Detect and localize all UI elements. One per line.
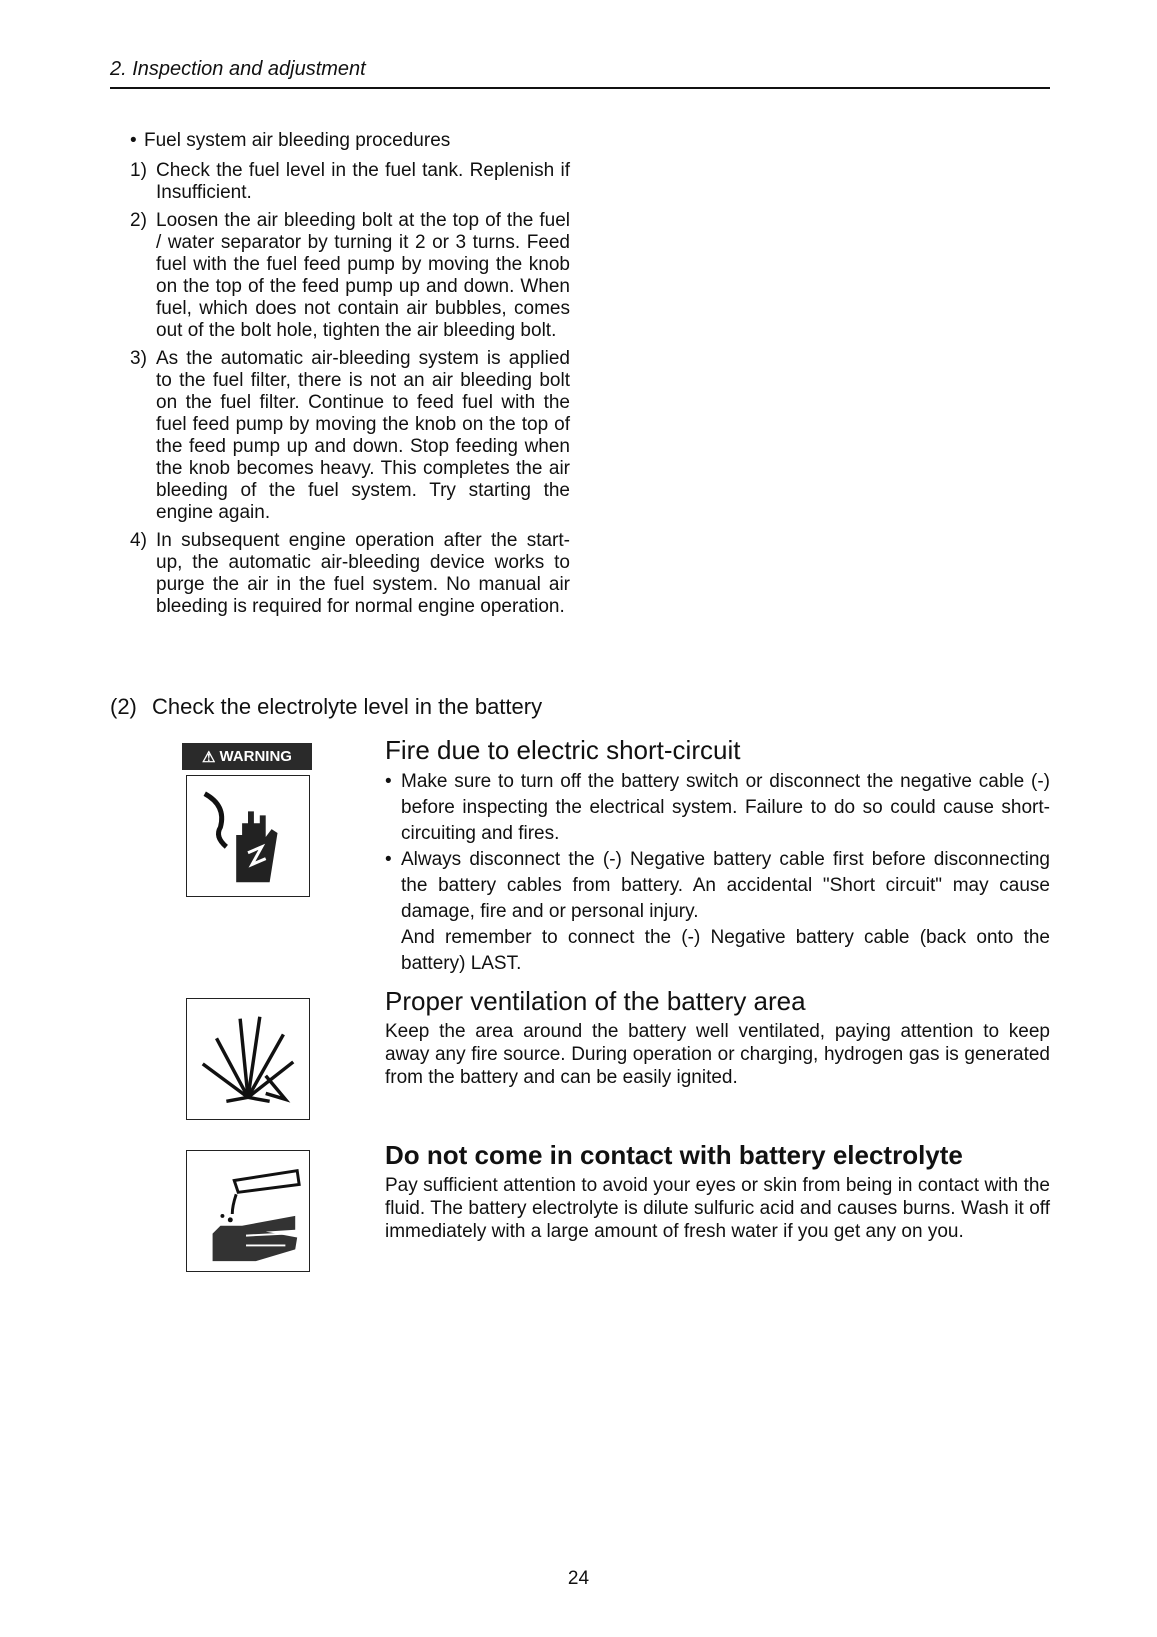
procedure-step-3 xyxy=(130,348,570,524)
page-header xyxy=(110,58,1050,89)
fire-continuation: And remember to connect the (-) Negative battery cable (back onto the battery) LAST. xyxy=(401,927,1050,974)
bullet-text: Make sure to turn off the battery switch or disconnect the negative cable (-) before inspecting the electrical system. Failure to do so could cause short-circuiting and fires. xyxy=(401,771,1050,844)
procedure-title: Fuel system air bleeding procedures xyxy=(144,130,451,151)
procedure-bullet xyxy=(130,130,570,152)
page-number: 24 xyxy=(567,1568,590,1589)
procedure-step-4 xyxy=(130,530,570,618)
step-number: 3) xyxy=(130,348,147,369)
procedure-step-1 xyxy=(130,160,570,204)
step-number: 2) xyxy=(130,210,147,231)
electrolyte-block xyxy=(385,1140,1050,1243)
ventilation-block xyxy=(385,986,1050,1089)
fire-warning-block xyxy=(385,735,1050,977)
section-heading: 2. Inspection and adjustment xyxy=(110,58,366,80)
step-text: Loosen the air bleeding bolt at the top of the fuel / water separator by turning it 2 or 3 turns. Feed fuel with the fuel feed pump by moving the knob on the top of the feed pump up and down. When fuel, which does not contain air bubbles, comes out of the bolt hole, tighten the air bleeding bolt. xyxy=(156,210,570,341)
fire-title: Fire due to electric short-circuit xyxy=(385,735,741,765)
electrolyte-text: Pay sufficient attention to avoid your eyes or skin from being in contact with the fluid. The battery electrolyte is dilute sulfuric acid and causes burns. Wash it off immediately with a large amount of fresh water if you get any on you. xyxy=(385,1175,1050,1242)
procedure-step-2 xyxy=(130,210,570,342)
step-text: As the automatic air-bleeding system is applied to the fuel filter, there is not an air bleeding bolt on the fuel filter. Continue to feed fuel with the fuel feed pump by moving the knob on the top of the feed pump up and down. Stop feeding when the knob becomes heavy. This completes the air bleeding of the fuel system. Try starting the engine again. xyxy=(156,348,570,523)
electrolyte-title: Do not come in contact with battery electrolyte xyxy=(385,1140,963,1170)
ventilation-text: Keep the area around the battery well ventilated, paying attention to keep away any fire source. During operation or charging, hydrogen gas is generated from the battery and can be easily ignited. xyxy=(385,1021,1050,1088)
step-number: 4) xyxy=(130,530,147,551)
warning-triangle-icon: ⚠ xyxy=(202,748,216,766)
fuel-bleeding-procedure xyxy=(130,130,570,624)
step-text: Check the fuel level in the fuel tank. Replenish if Insufficient. xyxy=(156,160,570,203)
bullet-mark: • xyxy=(130,130,137,151)
fire-bullet-1 xyxy=(385,769,1050,847)
electric-shock-hand-icon xyxy=(186,775,310,897)
explosion-icon xyxy=(186,998,310,1120)
section-text: Check the electrolyte level in the battery xyxy=(152,694,543,719)
bullet-mark: • xyxy=(385,849,392,870)
step-number: 1) xyxy=(130,160,147,181)
bullet-text: Always disconnect the (-) Negative battery cable first before disconnecting the battery cables from battery. An accidental "Short circuit" may cause damage, fire and or personal injury. xyxy=(401,849,1050,922)
warning-label xyxy=(182,743,312,770)
bullet-mark: • xyxy=(385,771,392,792)
warning-label-text: WARNING xyxy=(219,748,292,765)
section-2-title xyxy=(110,694,542,720)
step-text: In subsequent engine operation after the start-up, the automatic air-bleeding device works to purge the air in the fuel system. No manual air bleeding is required for normal engine operation. xyxy=(156,530,570,617)
acid-burn-hand-icon xyxy=(186,1150,310,1272)
section-number: (2) xyxy=(110,694,137,719)
fire-bullet-2 xyxy=(385,847,1050,925)
ventilation-title: Proper ventilation of the battery area xyxy=(385,986,806,1016)
